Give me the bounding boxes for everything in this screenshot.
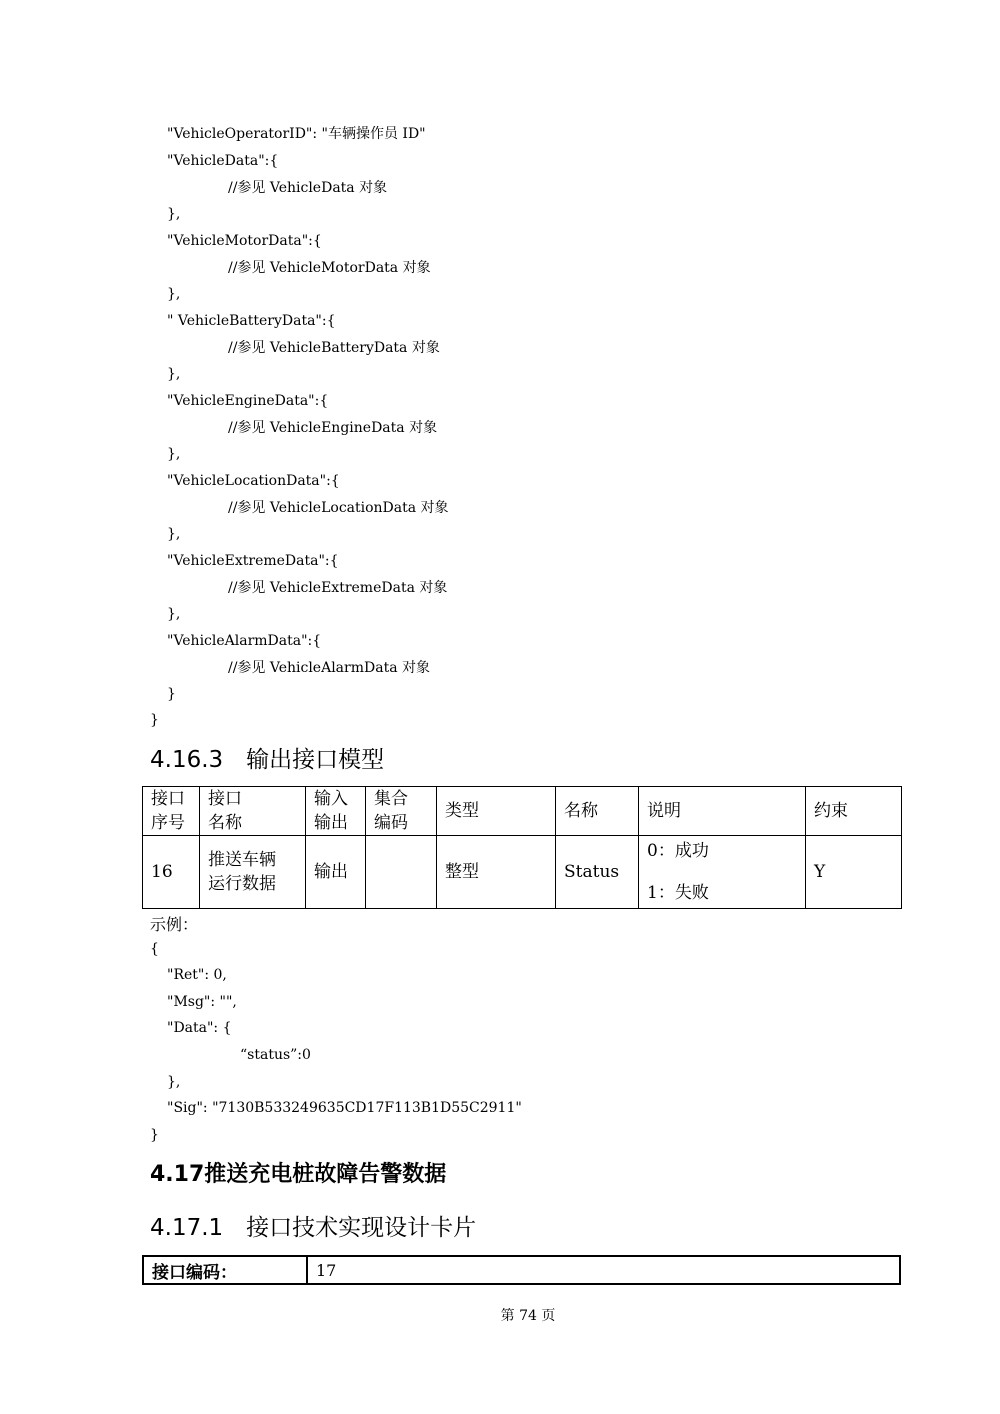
desc-failure: 1：失败 [647,883,709,903]
header-constraint: 约束 [806,787,902,836]
table-row [143,836,902,909]
code-line: } [150,1127,159,1143]
desc-success: 0：成功 [647,841,709,861]
code-line: } [150,712,159,728]
code-line: }, [167,1074,181,1090]
code-line: "Msg": "", [167,994,237,1010]
code-line: //参见 VehicleExtremeData 对象 [228,580,448,596]
code-line: "VehicleOperatorID": "车辆操作员 ID" [167,126,426,142]
header-set: 集合 编码 [366,787,437,836]
code-line: "Sig": "7130B533249635CD17F113B1D55C2911" [167,1100,522,1116]
page-number: 第 74 页 [500,1308,556,1324]
cell-desc [639,836,806,909]
code-line: “status”:0 [240,1047,311,1063]
code-line: "VehicleData":{ [167,153,279,169]
code-line: "VehicleLocationData":{ [167,473,340,489]
card-key: 接口编码： [143,1256,307,1284]
code-line: } [167,686,176,702]
header-seq: 接口 序号 [143,787,200,836]
output-interface-table [142,786,902,909]
code-line: }, [167,526,181,542]
header-name: 接口 名称 [200,787,306,836]
header-type: 类型 [437,787,556,836]
code-line: //参见 VehicleAlarmData 对象 [228,660,430,676]
code-line: "VehicleMotorData":{ [167,233,322,249]
code-line: //参见 VehicleBatteryData 对象 [228,340,440,356]
cell-name: 推送车辆 运行数据 [200,836,306,909]
code-line: //参见 VehicleMotorData 对象 [228,260,431,276]
cell-io: 输出 [306,836,366,909]
code-line: }, [167,206,181,222]
code-line: "Data": { [167,1020,232,1036]
code-line: "VehicleExtremeData":{ [167,553,339,569]
code-line: "VehicleAlarmData":{ [167,633,322,649]
table-header-row [143,787,902,836]
header-desc: 说明 [639,787,806,836]
section-heading-4-17-1: 4.17.1 接口技术实现设计卡片 [150,1215,477,1241]
code-line: }, [167,366,181,382]
cell-type: 整型 [437,836,556,909]
cell-seq: 16 [143,836,200,909]
cell-field: Status [556,836,639,909]
code-line: " VehicleBatteryData":{ [167,313,336,329]
code-line: { [150,941,159,957]
code-line: //参见 VehicleLocationData 对象 [228,500,449,516]
table-row [143,1256,900,1284]
code-line: //参见 VehicleEngineData 对象 [228,420,438,436]
design-card-table [142,1255,901,1285]
code-line: "Ret": 0, [167,967,227,983]
code-line: //参见 VehicleData 对象 [228,180,388,196]
card-value: 17 [307,1256,900,1284]
cell-constraint: Y [806,836,902,909]
header-field: 名称 [556,787,639,836]
section-heading-4-17: 4.17推送充电桩故障告警数据 [150,1162,447,1187]
example-label: 示例： [150,915,199,934]
cell-set [366,836,437,909]
code-line: "VehicleEngineData":{ [167,393,329,409]
header-io: 输入 输出 [306,787,366,836]
section-heading-4-16-3: 4.16.3 输出接口模型 [150,747,385,773]
code-line: }, [167,446,181,462]
code-line: }, [167,286,181,302]
code-line: }, [167,606,181,622]
